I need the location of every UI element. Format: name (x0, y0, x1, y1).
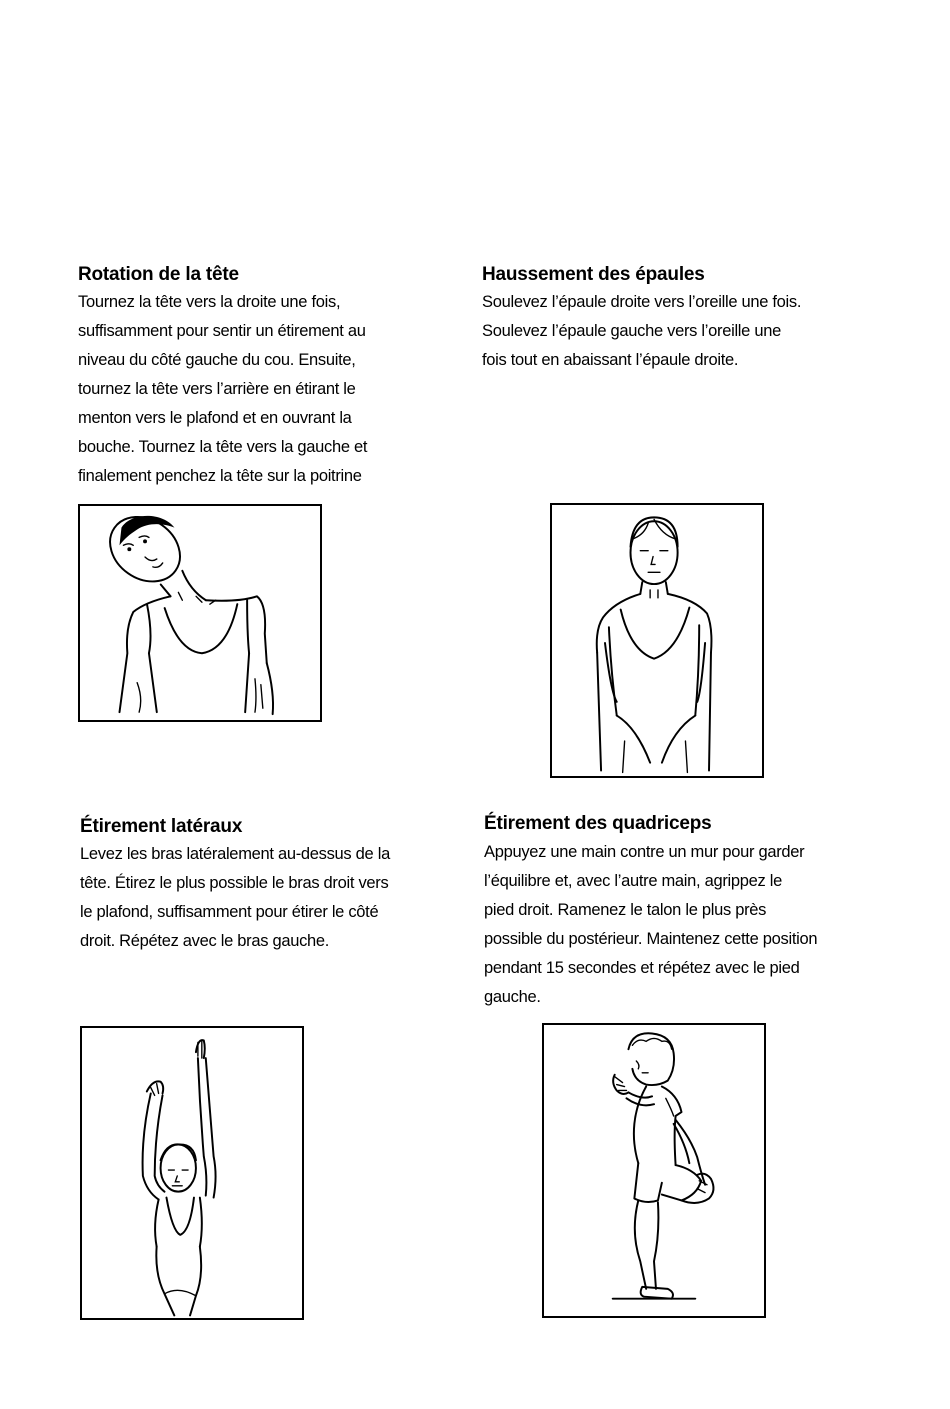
text-line: finalement penchez la tête sur la poitrine (78, 467, 362, 485)
section-text-head-rotation (78, 288, 367, 491)
text-line: possible du postérieur. Maintenez cette position (484, 930, 818, 948)
section-text-quadriceps-stretch (484, 838, 817, 1012)
head-tilt-figure (80, 506, 320, 720)
quad-stretch-figure (544, 1025, 764, 1316)
illustration-quadriceps-stretch (542, 1023, 766, 1318)
text-line: l’équilibre et, avec l’autre main, agrippez le (484, 872, 783, 890)
text-line: Soulevez l’épaule droite vers l’oreille une fois. (482, 293, 802, 311)
text-line: gauche. (484, 988, 541, 1006)
text-line: le plafond, suffisamment pour étirer le côté (80, 903, 379, 921)
section-title-quadriceps-stretch: Étirement des quadriceps (484, 813, 712, 834)
illustration-shoulder-shrug (550, 503, 764, 778)
section-title-side-stretch: Étirement latéraux (80, 816, 243, 837)
text-line: Tournez la tête vers la droite une fois, (78, 293, 341, 311)
illustration-head-rotation (78, 504, 322, 722)
text-line: suffisamment pour sentir un étirement au (78, 322, 366, 340)
text-line: menton vers le plafond et en ouvrant la (78, 409, 352, 427)
text-line: Levez les bras latéralement au-dessus de la (80, 845, 390, 863)
text-line: pied droit. Ramenez le talon le plus près (484, 901, 767, 919)
text-line: tête. Étirez le plus possible le bras droit vers (80, 874, 389, 892)
text-line: Soulevez l’épaule gauche vers l’oreille une (482, 322, 781, 340)
section-text-shoulder-shrug (482, 288, 801, 375)
section-text-side-stretch (80, 840, 390, 956)
text-line: droit. Répétez avec le bras gauche. (80, 932, 330, 950)
text-line: bouche. Tournez la tête vers la gauche et (78, 438, 368, 456)
text-line: niveau du côté gauche du cou. Ensuite, (78, 351, 356, 369)
text-line: Appuyez une main contre un mur pour garder (484, 843, 805, 861)
section-title-shoulder-shrug: Haussement des épaules (482, 264, 705, 285)
illustration-side-stretch (80, 1026, 304, 1320)
text-line: tournez la tête vers l’arrière en étirant le (78, 380, 356, 398)
section-title-head-rotation: Rotation de la tête (78, 264, 239, 285)
standing-figure (552, 505, 762, 776)
arms-raised-figure (82, 1028, 302, 1318)
text-line: fois tout en abaissant l’épaule droite. (482, 351, 739, 369)
text-line: pendant 15 secondes et répétez avec le pied (484, 959, 800, 977)
